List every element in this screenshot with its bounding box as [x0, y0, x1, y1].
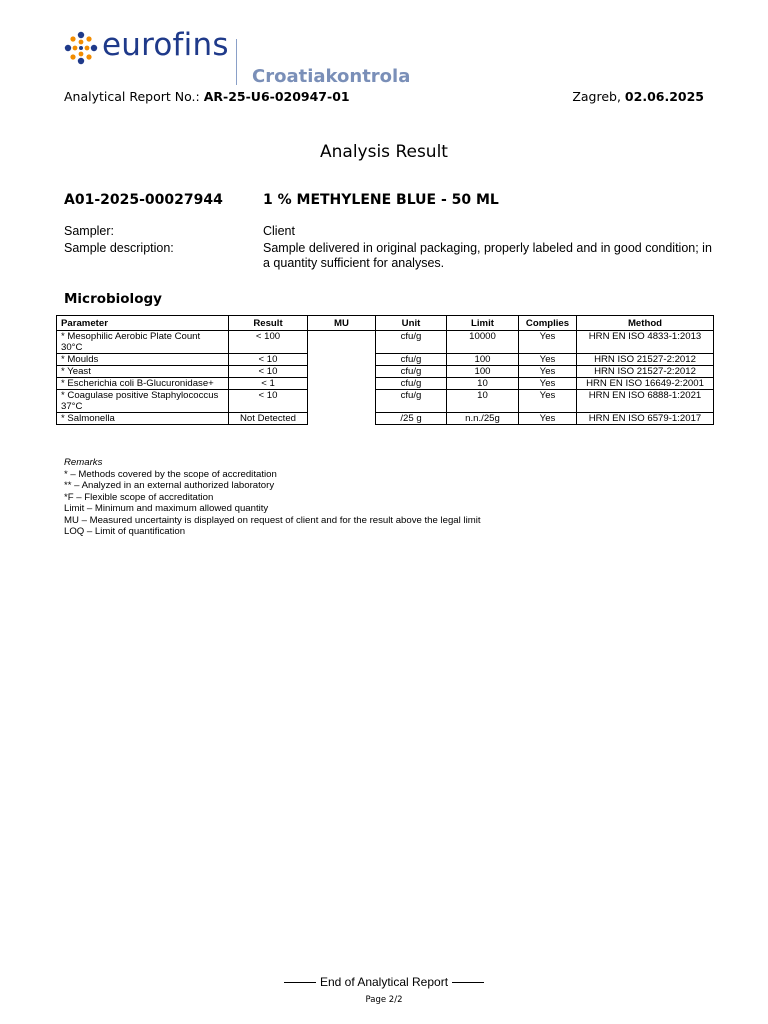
page-number: Page 2/2	[365, 995, 403, 1005]
cell-unit: cfu/g	[376, 366, 447, 378]
cell-parameter: * Moulds	[57, 354, 229, 366]
subbrand-name: Croatiakontrola	[252, 66, 411, 87]
cell-mu	[308, 390, 376, 413]
end-rule-right	[452, 982, 484, 983]
brand-name: eurofins	[102, 27, 229, 63]
cell-result: < 10	[229, 390, 308, 413]
col-header-unit: Unit	[376, 316, 447, 331]
eurofins-logo-mark-icon	[64, 31, 98, 65]
report-number	[64, 89, 350, 104]
sample-name: 1 % METHYLENE BLUE - 50 ML	[263, 192, 499, 208]
cell-complies: Yes	[519, 390, 577, 413]
cell-result: < 1	[229, 378, 308, 390]
end-of-report	[0, 975, 768, 989]
results-table	[56, 315, 714, 425]
cell-limit: 10000	[447, 331, 519, 354]
col-header-complies: Complies	[519, 316, 577, 331]
sample-description-label: Sample description:	[64, 241, 174, 255]
sampler-label: Sampler:	[64, 224, 115, 238]
col-header-mu: MU	[308, 316, 376, 331]
date-value: 02.06.2025	[624, 89, 704, 104]
col-header-method: Method	[577, 316, 714, 331]
cell-parameter: * Escherichia coli B-Glucuronidase+	[57, 378, 229, 390]
col-header-result: Result	[229, 316, 308, 331]
cell-limit: 10	[447, 390, 519, 413]
sample-description-value: Sample delivered in original packaging, properly labeled and in good condition; in a quantity sufficient for analyses.	[263, 241, 712, 270]
report-no-value: AR-25-U6-020947-01	[203, 89, 350, 104]
cell-complies: Yes	[519, 413, 577, 425]
report-date	[572, 89, 704, 104]
cell-limit: 10	[447, 378, 519, 390]
remarks-block	[64, 457, 481, 538]
cell-result: Not Detected	[229, 413, 308, 425]
cell-limit: n.n./25g	[447, 413, 519, 425]
cell-complies: Yes	[519, 354, 577, 366]
cell-method: HRN ISO 21527-2:2012	[577, 354, 714, 366]
cell-limit: 100	[447, 366, 519, 378]
cell-unit: cfu/g	[376, 390, 447, 413]
cell-complies: Yes	[519, 331, 577, 354]
page-title: Analysis Result	[320, 142, 448, 162]
remark-line: MU – Measured uncertainty is displayed on request of client and for the result above the legal limit	[64, 514, 481, 526]
section-title: Microbiology	[64, 291, 162, 307]
table-row	[57, 354, 714, 366]
cell-result: < 100	[229, 331, 308, 354]
cell-mu	[308, 413, 376, 425]
cell-method: HRN EN ISO 16649-2:2001	[577, 378, 714, 390]
cell-unit: cfu/g	[376, 378, 447, 390]
cell-unit: cfu/g	[376, 354, 447, 366]
sampler-value: Client	[263, 224, 295, 238]
table-row	[57, 331, 714, 354]
col-header-limit: Limit	[447, 316, 519, 331]
cell-method: HRN EN ISO 4833-1:2013	[577, 331, 714, 354]
end-text: End of Analytical Report	[319, 975, 449, 989]
cell-mu	[308, 354, 376, 366]
cell-parameter: * Yeast	[57, 366, 229, 378]
remark-line: Limit – Minimum and maximum allowed quantity	[64, 503, 269, 514]
cell-parameter: * Salmonella	[57, 413, 229, 425]
table-row	[57, 378, 714, 390]
cell-parameter: * Coagulase positive Staphylococcus 37°C	[57, 390, 229, 413]
cell-limit: 100	[447, 354, 519, 366]
table-row	[57, 366, 714, 378]
sample-id: A01-2025-00027944	[64, 192, 223, 208]
remark-line: * – Methods covered by the scope of accreditation	[64, 468, 277, 480]
cell-unit: cfu/g	[376, 331, 447, 354]
cell-unit: /25 g	[376, 413, 447, 425]
cell-complies: Yes	[519, 378, 577, 390]
place-label: Zagreb,	[572, 89, 625, 104]
report-label: Analytical Report No.:	[64, 89, 204, 104]
cell-complies: Yes	[519, 366, 577, 378]
cell-result: < 10	[229, 354, 308, 366]
remark-line: *F – Flexible scope of accreditation	[64, 491, 214, 503]
cell-result: < 10	[229, 366, 308, 378]
table-header-row	[57, 316, 714, 331]
table-row	[57, 413, 714, 425]
remark-line: LOQ – Limit of quantification	[64, 526, 186, 537]
logo-divider	[236, 39, 237, 85]
cell-method: HRN EN ISO 6579-1:2017	[577, 413, 714, 425]
cell-parameter: * Mesophilic Aerobic Plate Count 30°C	[57, 331, 229, 354]
col-header-parameter: Parameter	[57, 316, 229, 331]
remark-line: ** – Analyzed in an external authorized laboratory	[64, 480, 275, 491]
cell-method: HRN EN ISO 6888-1:2021	[577, 390, 714, 413]
cell-mu	[308, 366, 376, 378]
remarks-title: Remarks	[64, 457, 103, 468]
table-row	[57, 390, 714, 413]
cell-mu	[308, 331, 376, 354]
cell-method: HRN ISO 21527-2:2012	[577, 366, 714, 378]
end-rule-left	[284, 982, 316, 983]
cell-mu	[308, 378, 376, 390]
